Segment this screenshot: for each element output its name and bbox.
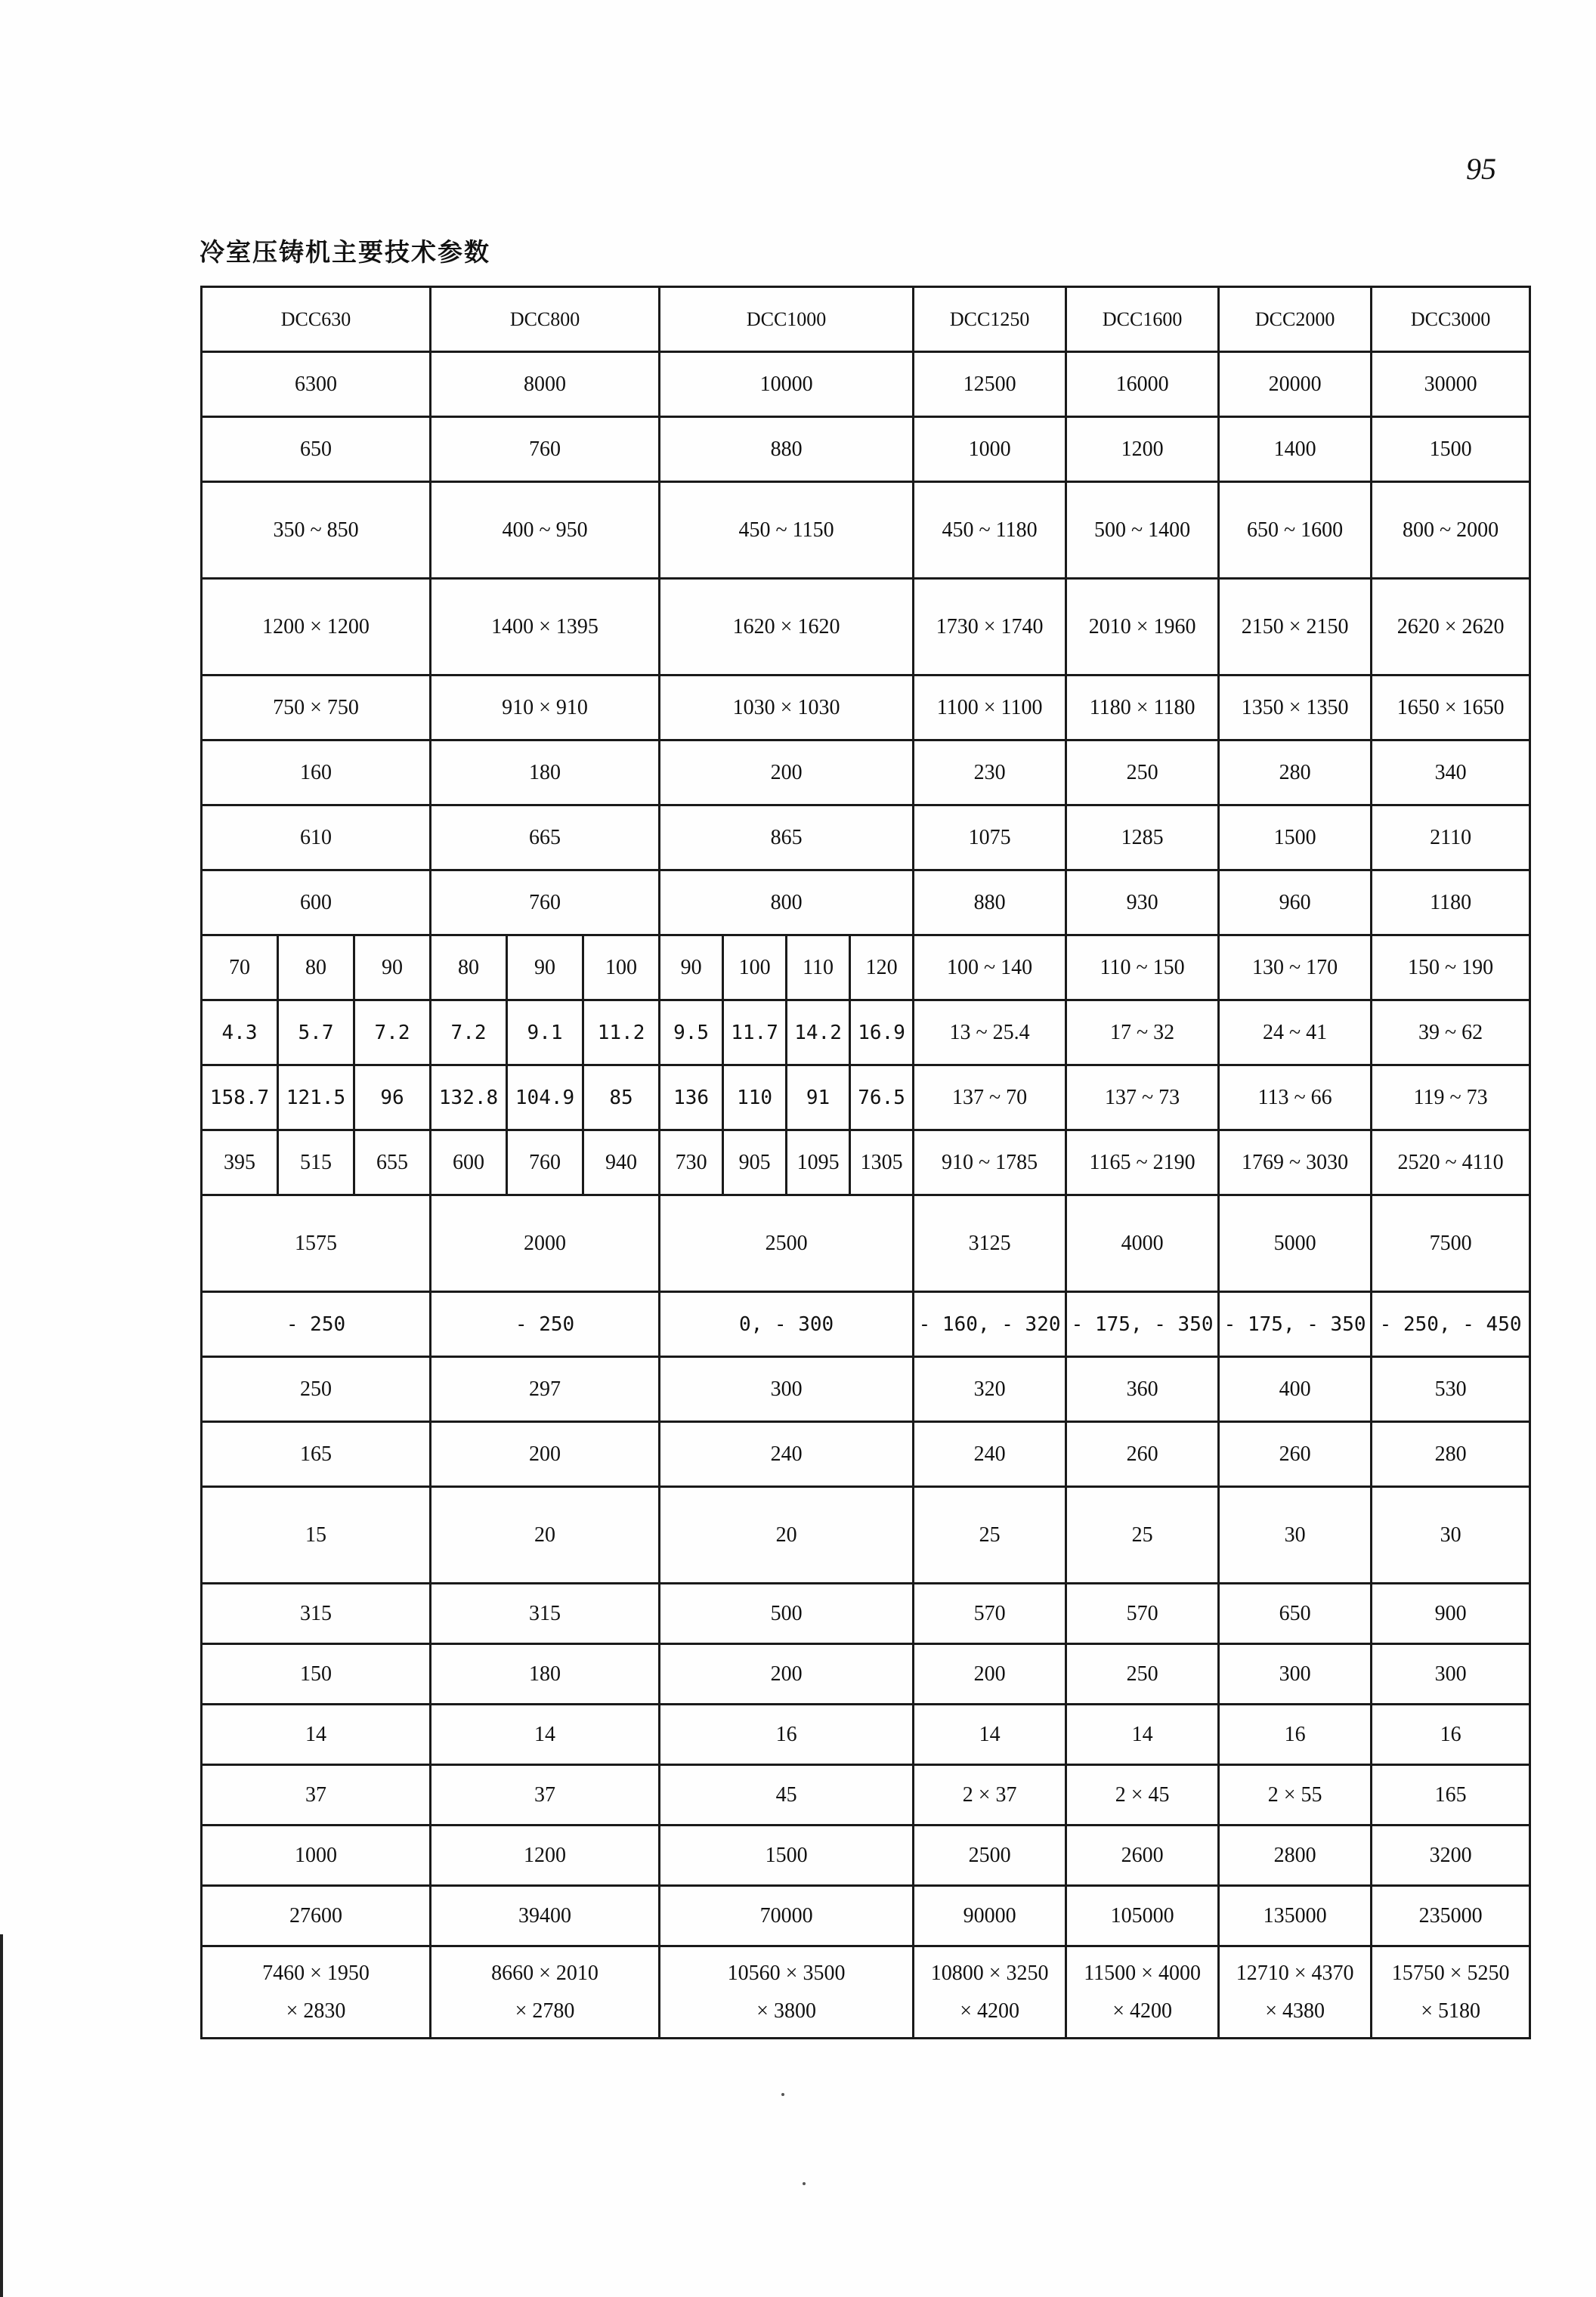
table-cell: 500 [660, 1584, 914, 1644]
table-cell: 13 ~ 25.4 [914, 1000, 1066, 1065]
table-cell: 600 [202, 870, 431, 935]
table-cell: - 250 [431, 1292, 660, 1357]
table-cell: 110 [787, 935, 850, 1000]
table-cell: 515 [278, 1130, 354, 1195]
table-cell: 297 [431, 1357, 660, 1422]
table-cell: 8000 [431, 352, 660, 417]
cell-line: × 3800 [756, 1999, 816, 2023]
table-cell: 110 ~ 150 [1066, 935, 1219, 1000]
table-cell: 104.9 [507, 1065, 583, 1130]
table-cell: 137 ~ 70 [914, 1065, 1066, 1130]
table-cell: 200 [660, 740, 914, 805]
cell-line: × 2830 [286, 1999, 346, 2023]
table-cell: 610 [202, 805, 431, 870]
table-title: 冷室压铸机主要技术参数 [200, 237, 490, 267]
table-row [202, 1584, 1530, 1644]
table-cell: 70000 [660, 1886, 914, 1946]
table-cell: 132.8 [431, 1065, 507, 1130]
table-cell: 1030 × 1030 [660, 675, 914, 740]
table-cell: 200 [431, 1422, 660, 1487]
table-cell: 2 × 55 [1219, 1765, 1372, 1826]
table-cell: 570 [914, 1584, 1066, 1644]
scan-edge-line [0, 1934, 3, 2297]
table-cell: 760 [507, 1130, 583, 1195]
table-cell: 85 [583, 1065, 660, 1130]
table-cell: 16 [1372, 1705, 1530, 1765]
table-cell: 2150 × 2150 [1219, 579, 1372, 675]
table-cell: 1730 × 1740 [914, 579, 1066, 675]
table-cell: 4000 [1066, 1195, 1219, 1292]
table-cell: 96 [354, 1065, 431, 1130]
table-cell: 900 [1372, 1584, 1530, 1644]
table-cell: DCC1600 [1066, 287, 1219, 352]
cell-line: × 4200 [960, 1999, 1019, 2023]
table-cell: 105000 [1066, 1886, 1219, 1946]
cell-line: × 5180 [1421, 1999, 1480, 2023]
table-cell: 300 [1372, 1644, 1530, 1705]
table-cell: 80 [278, 935, 354, 1000]
table-cell: 250 [202, 1357, 431, 1422]
table-cell: 750 × 750 [202, 675, 431, 740]
table-cell: 91 [787, 1065, 850, 1130]
table-cell: 130 ~ 170 [1219, 935, 1372, 1000]
table-row [202, 1487, 1530, 1584]
table-row [202, 417, 1530, 482]
table-cell [660, 1946, 914, 2039]
table-cell: 6300 [202, 352, 431, 417]
table-cell [1066, 1946, 1219, 2039]
table-cell: 9.1 [507, 1000, 583, 1065]
table-cell: 340 [1372, 740, 1530, 805]
table-cell: 16 [1219, 1705, 1372, 1765]
table-cell: 360 [1066, 1357, 1219, 1422]
table-cell: 17 ~ 32 [1066, 1000, 1219, 1065]
table-cell: 1769 ~ 3030 [1219, 1130, 1372, 1195]
table-row [202, 870, 1530, 935]
table-cell: 880 [660, 417, 914, 482]
table-cell: 1500 [660, 1826, 914, 1886]
table-cell: 121.5 [278, 1065, 354, 1130]
table-cell: 2 × 37 [914, 1765, 1066, 1826]
table-cell: 2500 [660, 1195, 914, 1292]
table-row [202, 1765, 1530, 1826]
table-cell: 1200 × 1200 [202, 579, 431, 675]
table-cell: 315 [431, 1584, 660, 1644]
table-cell: - 160, - 320 [914, 1292, 1066, 1357]
table-cell: 1305 [850, 1130, 914, 1195]
table-cell: 110 [723, 1065, 787, 1130]
spec-table [200, 286, 1531, 2039]
table-cell: 760 [431, 417, 660, 482]
table-cell: 119 ~ 73 [1372, 1065, 1530, 1130]
table-cell: 39 ~ 62 [1372, 1000, 1530, 1065]
cell-line: 10560 × 3500 [727, 1961, 846, 1985]
table-row [202, 1357, 1530, 1422]
table-cell: 7.2 [431, 1000, 507, 1065]
table-cell: 880 [914, 870, 1066, 935]
table-cell: - 175, - 350 [1066, 1292, 1219, 1357]
table-cell: 20 [431, 1487, 660, 1584]
scan-speck [781, 2093, 784, 2096]
table-cell: 14 [1066, 1705, 1219, 1765]
table-cell: 30000 [1372, 352, 1530, 417]
table-cell: 2600 [1066, 1826, 1219, 1886]
table-cell: 158.7 [202, 1065, 278, 1130]
table-cell: 70 [202, 935, 278, 1000]
page-number: 95 [1466, 152, 1496, 186]
table-cell: 30 [1219, 1487, 1372, 1584]
table-row [202, 805, 1530, 870]
table-cell: 5000 [1219, 1195, 1372, 1292]
table-cell: 320 [914, 1357, 1066, 1422]
table-cell: 1075 [914, 805, 1066, 870]
table-cell: 260 [1219, 1422, 1372, 1487]
table-cell: 570 [1066, 1584, 1219, 1644]
table-cell: 2620 × 2620 [1372, 579, 1530, 675]
table-cell: 24 ~ 41 [1219, 1000, 1372, 1065]
table-cell: 450 ~ 1180 [914, 482, 1066, 579]
table-cell: 180 [431, 740, 660, 805]
table-cell: 500 ~ 1400 [1066, 482, 1219, 579]
table-cell: 655 [354, 1130, 431, 1195]
table-row [202, 675, 1530, 740]
table-cell: 150 ~ 190 [1372, 935, 1530, 1000]
table-cell: 760 [431, 870, 660, 935]
table-cell: 16.9 [850, 1000, 914, 1065]
table-cell: 135000 [1219, 1886, 1372, 1946]
table-cell: 14 [431, 1705, 660, 1765]
table-cell: 400 [1219, 1357, 1372, 1422]
table-cell: 90 [354, 935, 431, 1000]
table-cell: 20 [660, 1487, 914, 1584]
cell-line: 12710 × 4370 [1236, 1961, 1354, 1985]
table-cell: 4.3 [202, 1000, 278, 1065]
table-cell: 1350 × 1350 [1219, 675, 1372, 740]
table-cell: 113 ~ 66 [1219, 1065, 1372, 1130]
cell-line: 7460 × 1950 [262, 1961, 370, 1985]
table-cell: 230 [914, 740, 1066, 805]
table-cell: 120 [850, 935, 914, 1000]
table-cell: 1500 [1219, 805, 1372, 870]
table-cell: 3125 [914, 1195, 1066, 1292]
table-cell: 1095 [787, 1130, 850, 1195]
table-cell: 7.2 [354, 1000, 431, 1065]
table-cell: 910 ~ 1785 [914, 1130, 1066, 1195]
table-cell: 137 ~ 73 [1066, 1065, 1219, 1130]
cell-line: 15750 × 5250 [1391, 1961, 1510, 1985]
table-cell: 1500 [1372, 417, 1530, 482]
table-cell: 30 [1372, 1487, 1530, 1584]
table-row [202, 1886, 1530, 1946]
table-cell: 960 [1219, 870, 1372, 935]
table-cell: 1165 ~ 2190 [1066, 1130, 1219, 1195]
table-cell: 1400 × 1395 [431, 579, 660, 675]
table-cell: 2000 [431, 1195, 660, 1292]
table-row [202, 579, 1530, 675]
table-row [202, 482, 1530, 579]
table-cell: 37 [431, 1765, 660, 1826]
table-cell: 39400 [431, 1886, 660, 1946]
table-row [202, 1065, 1530, 1130]
table-cell: 2500 [914, 1826, 1066, 1886]
table-row [202, 740, 1530, 805]
table-cell: 5.7 [278, 1000, 354, 1065]
table-cell: 14 [914, 1705, 1066, 1765]
table-cell [431, 1946, 660, 2039]
table-cell: 1650 × 1650 [1372, 675, 1530, 740]
dimensions-row [202, 1946, 1530, 2039]
cell-line: 11500 × 4000 [1084, 1961, 1201, 1985]
table-row [202, 1705, 1530, 1765]
table-cell: 16 [660, 1705, 914, 1765]
table-cell: 800 [660, 870, 914, 935]
table-row [202, 352, 1530, 417]
table-row [202, 935, 1530, 1000]
table-cell: 90 [660, 935, 723, 1000]
table-cell: 136 [660, 1065, 723, 1130]
table-cell: 450 ~ 1150 [660, 482, 914, 579]
table-cell: 90000 [914, 1886, 1066, 1946]
table-cell [914, 1946, 1066, 2039]
table-cell: DCC630 [202, 287, 431, 352]
table-cell: 280 [1219, 740, 1372, 805]
table-cell: 200 [660, 1644, 914, 1705]
table-cell: 200 [914, 1644, 1066, 1705]
table-row [202, 1195, 1530, 1292]
table-cell: DCC3000 [1372, 287, 1530, 352]
table-cell: 10000 [660, 352, 914, 417]
table-cell: 650 [202, 417, 431, 482]
table-cell: 20000 [1219, 352, 1372, 417]
table-cell: - 250 [202, 1292, 431, 1357]
table-cell: - 175, - 350 [1219, 1292, 1372, 1357]
table-cell: 14 [202, 1705, 431, 1765]
table-cell: 1000 [914, 417, 1066, 482]
table-cell: 650 ~ 1600 [1219, 482, 1372, 579]
table-cell: 7500 [1372, 1195, 1530, 1292]
cell-line: × 4200 [1112, 1999, 1172, 2023]
table-cell [202, 1946, 431, 2039]
table-cell: 2800 [1219, 1826, 1372, 1886]
table-cell: 280 [1372, 1422, 1530, 1487]
table-cell: 250 [1066, 1644, 1219, 1705]
table-cell: 165 [1372, 1765, 1530, 1826]
table-cell: 905 [723, 1130, 787, 1195]
table-cell: 25 [914, 1487, 1066, 1584]
table-cell: 1000 [202, 1826, 431, 1886]
table-cell: 530 [1372, 1357, 1530, 1422]
table-row [202, 1826, 1530, 1886]
table-cell: 12500 [914, 352, 1066, 417]
model-header-row [202, 287, 1530, 352]
table-cell: 1100 × 1100 [914, 675, 1066, 740]
scan-speck [803, 2182, 806, 2185]
table-cell: 11.7 [723, 1000, 787, 1065]
table-cell: DCC800 [431, 287, 660, 352]
table-cell: 100 [583, 935, 660, 1000]
table-cell: 1620 × 1620 [660, 579, 914, 675]
table-row [202, 1130, 1530, 1195]
table-cell: 1180 [1372, 870, 1530, 935]
table-cell: 45 [660, 1765, 914, 1826]
table-cell: 940 [583, 1130, 660, 1195]
cell-line: 10800 × 3250 [930, 1961, 1049, 1985]
table-cell: 930 [1066, 870, 1219, 935]
table-cell: 1400 [1219, 417, 1372, 482]
table-cell: 1200 [1066, 417, 1219, 482]
table-cell: 240 [660, 1422, 914, 1487]
table-cell [1372, 1946, 1530, 2039]
table-cell: 165 [202, 1422, 431, 1487]
table-cell: - 250, - 450 [1372, 1292, 1530, 1357]
table-cell: 16000 [1066, 352, 1219, 417]
table-cell: 37 [202, 1765, 431, 1826]
table-cell: DCC2000 [1219, 287, 1372, 352]
table-cell: 80 [431, 935, 507, 1000]
table-cell: 2010 × 1960 [1066, 579, 1219, 675]
table-row [202, 1644, 1530, 1705]
table-row [202, 1422, 1530, 1487]
table-cell: DCC1250 [914, 287, 1066, 352]
table-cell: 800 ~ 2000 [1372, 482, 1530, 579]
cell-line: 8660 × 2010 [491, 1961, 598, 1985]
table-cell: 9.5 [660, 1000, 723, 1065]
table-cell: 650 [1219, 1584, 1372, 1644]
table-cell: 14.2 [787, 1000, 850, 1065]
table-cell: 240 [914, 1422, 1066, 1487]
table-row [202, 1000, 1530, 1065]
table-cell: 400 ~ 950 [431, 482, 660, 579]
table-cell: 160 [202, 740, 431, 805]
table-row [202, 1292, 1530, 1357]
table-cell: 910 × 910 [431, 675, 660, 740]
table-cell: 27600 [202, 1886, 431, 1946]
table-cell: 300 [660, 1357, 914, 1422]
table-cell: 180 [431, 1644, 660, 1705]
table-cell: 15 [202, 1487, 431, 1584]
table-cell: 300 [1219, 1644, 1372, 1705]
table-cell: 90 [507, 935, 583, 1000]
table-cell: DCC1000 [660, 287, 914, 352]
table-cell: 395 [202, 1130, 278, 1195]
table-cell: 1180 × 1180 [1066, 675, 1219, 740]
table-cell: 2520 ~ 4110 [1372, 1130, 1530, 1195]
table-cell: 1200 [431, 1826, 660, 1886]
table-cell: 150 [202, 1644, 431, 1705]
table-cell: 76.5 [850, 1065, 914, 1130]
table-cell: 25 [1066, 1487, 1219, 1584]
table-cell: 0, - 300 [660, 1292, 914, 1357]
table-cell: 600 [431, 1130, 507, 1195]
table-cell: 665 [431, 805, 660, 870]
table-cell: 260 [1066, 1422, 1219, 1487]
table-cell: 100 [723, 935, 787, 1000]
table-cell: 315 [202, 1584, 431, 1644]
table-cell: 2110 [1372, 805, 1530, 870]
table-cell: 1285 [1066, 805, 1219, 870]
table-cell: 1575 [202, 1195, 431, 1292]
table-cell: 2 × 45 [1066, 1765, 1219, 1826]
table-cell: 3200 [1372, 1826, 1530, 1886]
table-cell: 235000 [1372, 1886, 1530, 1946]
table-cell: 350 ~ 850 [202, 482, 431, 579]
cell-line: × 4380 [1265, 1999, 1325, 2023]
cell-line: × 2780 [515, 1999, 575, 2023]
table-cell: 250 [1066, 740, 1219, 805]
table-cell [1219, 1946, 1372, 2039]
table-cell: 11.2 [583, 1000, 660, 1065]
table-cell: 865 [660, 805, 914, 870]
table-cell: 100 ~ 140 [914, 935, 1066, 1000]
table-cell: 730 [660, 1130, 723, 1195]
